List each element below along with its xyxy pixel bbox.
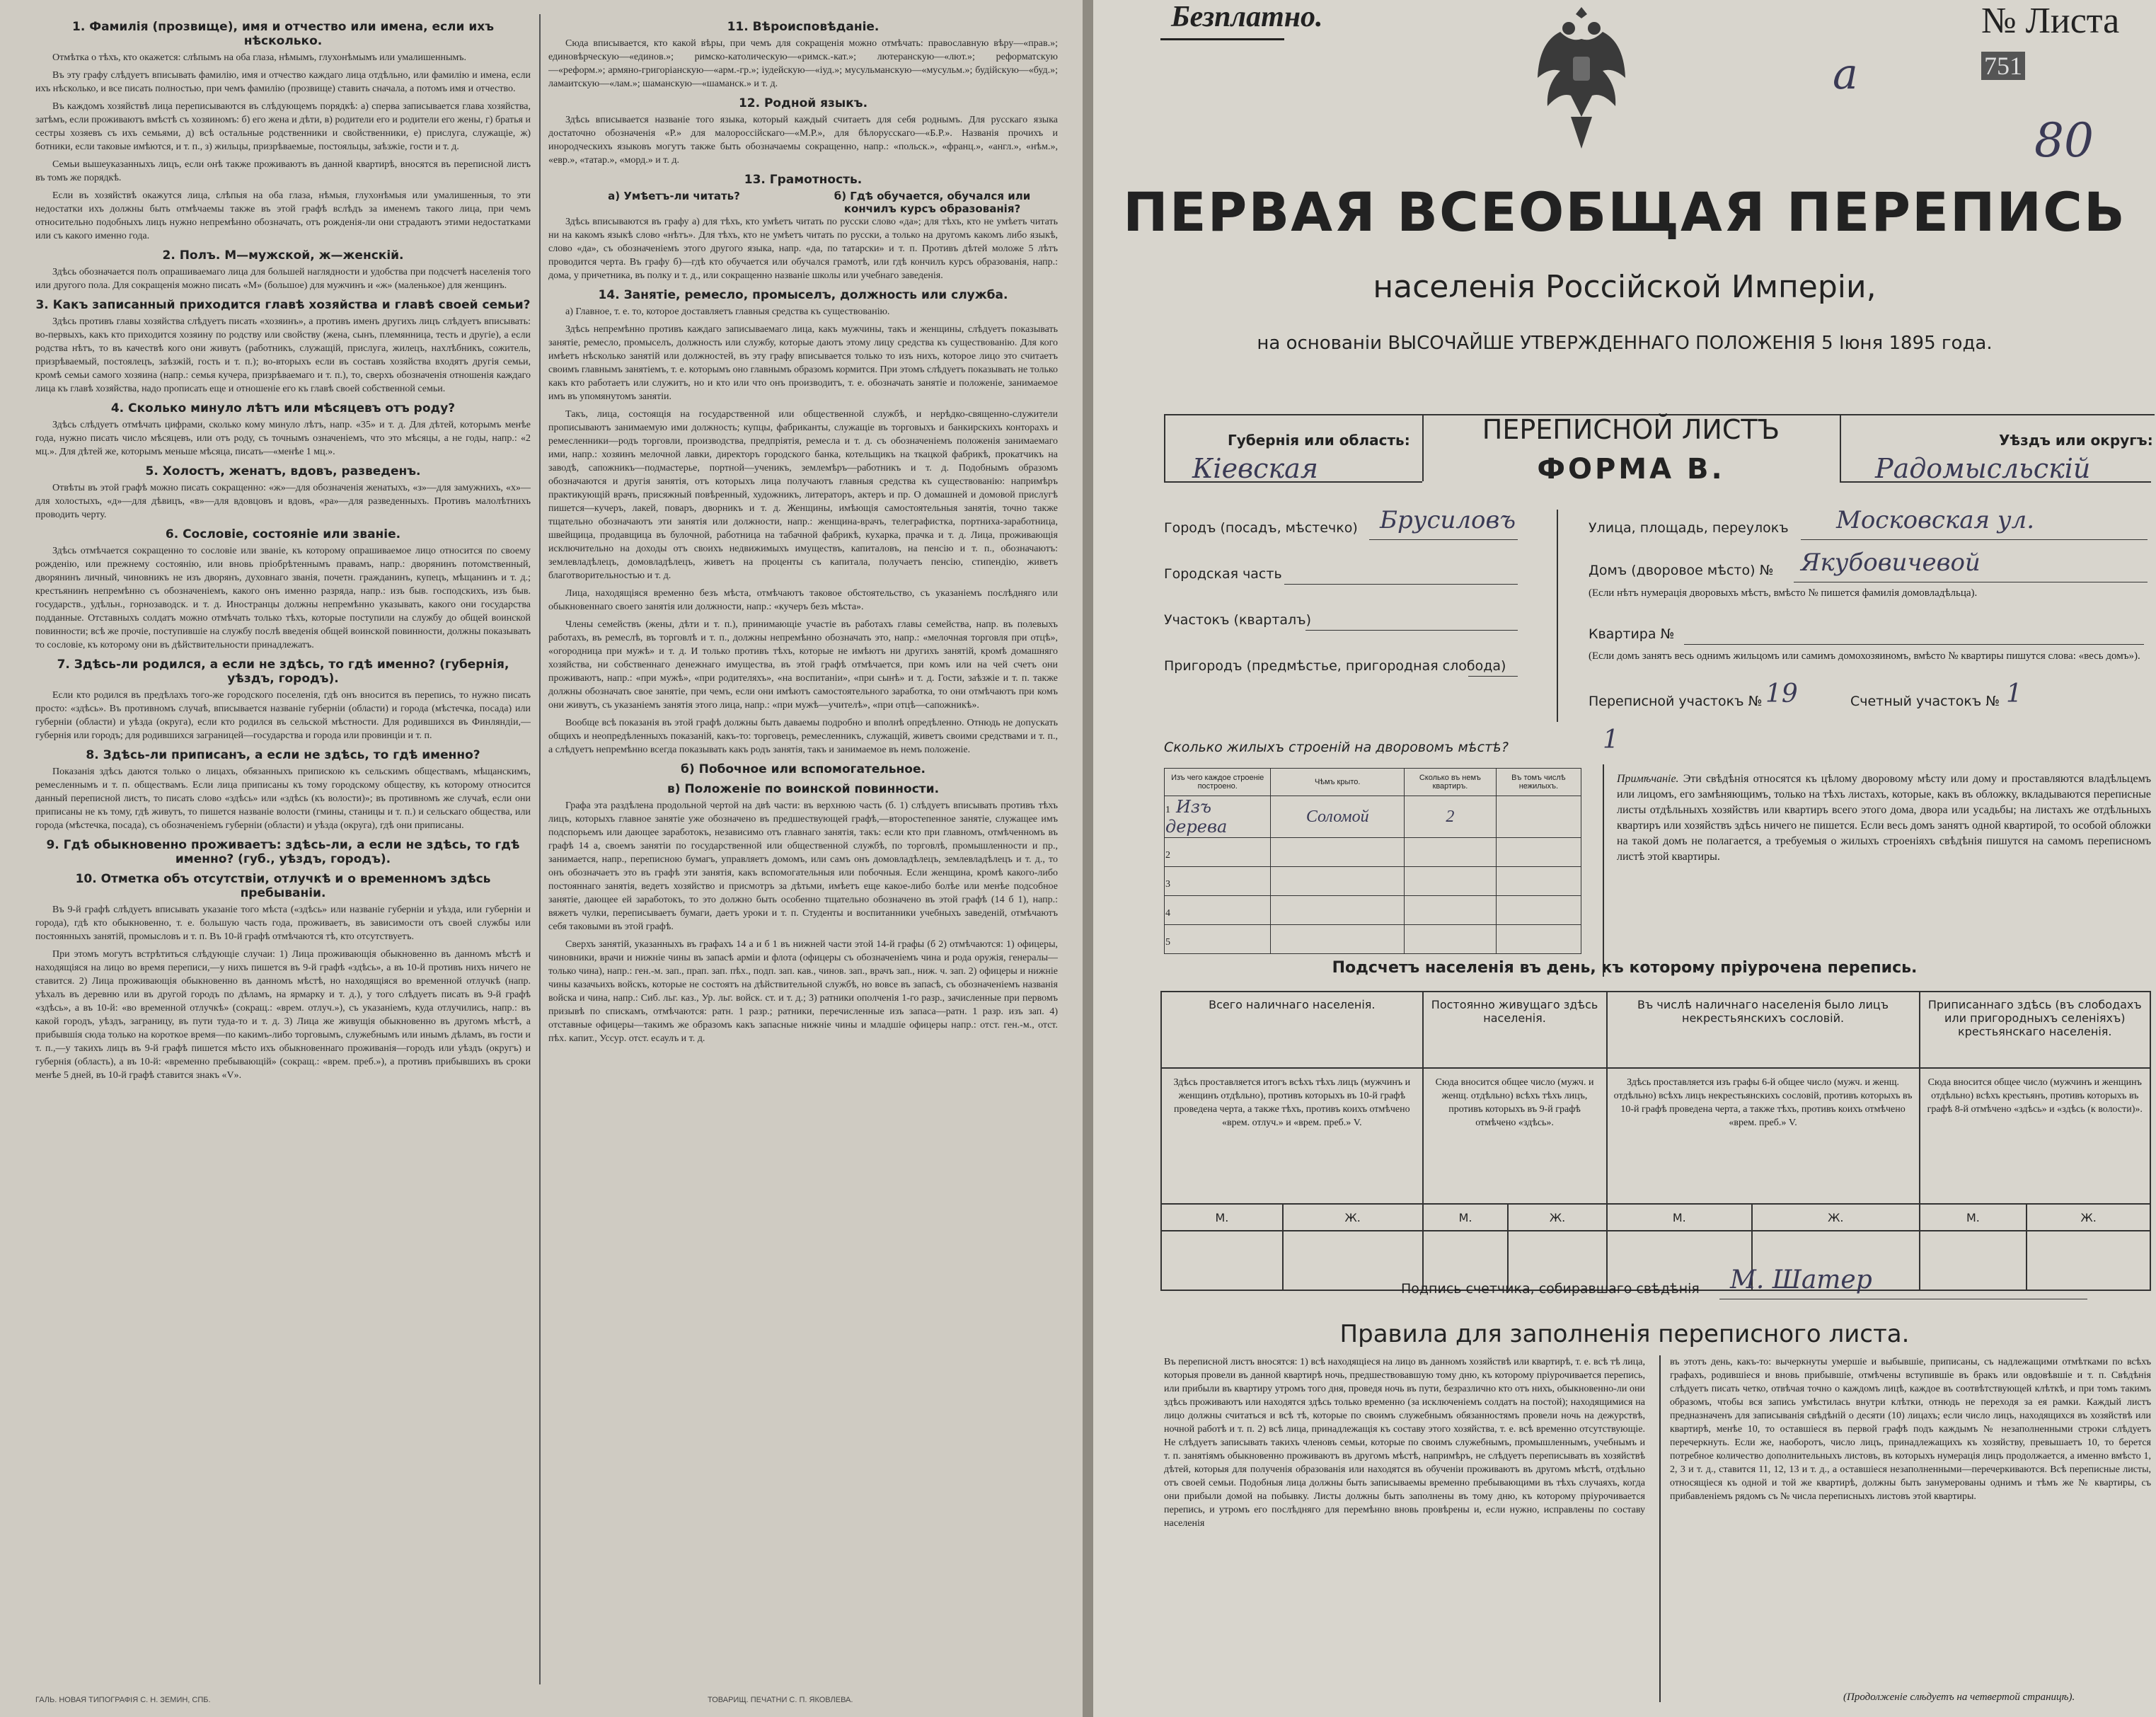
section-heading: 2. Полъ. М—мужской, ж—женскій. [162,248,404,263]
count-title: Подсчетъ населенія въ день, къ которому пріурочена перепись. [1332,959,1918,977]
count-header-present: Всего наличнаго населенія. [1161,992,1423,1068]
province-value: Кіевская [1192,453,1318,484]
count-header-resident: Постоянно живущаго здѣсь населенія. [1423,992,1607,1068]
row-number: 5 [1165,937,1170,948]
free-label: Безплатно. [1171,1,1323,33]
instructions-column-1 [35,14,531,1699]
building-row [1165,896,1581,925]
instruction-paragraph: Если въ хозяйствѣ окажутся лица, слѣпыя на оба глаза, нѣмыя, глухонѣмыя или умалишенныя, то эти недостатки ихъ должны быть отмѣчаемы также въ этой графѣ вслѣдъ за именемъ такого лица, при чемъ относительно подобныхъ лицъ нужно непремѣнно обозначать, отъ рожденія-ли они страдаютъ этими недостатками или съ какого именно года. [35,190,531,241]
count-text-present: Здѣсь проставляется итогъ всѣхъ тѣхъ лицъ (мужчинъ и женщинъ отдѣльно), противъ которыхъ въ 10-й графѣ проведена черта, а также тѣхъ, противъ коихъ отмѣчено «врем. отлуч.» и «врем. преб.» V. [1161,1068,1423,1204]
building-material-cell[interactable] [1165,925,1271,954]
bldg-header-roof: Чѣмъ крыто. [1271,769,1405,796]
section-heading: 3. Какъ записанный приходится главѣ хозяйства и главѣ своей семьи? [35,298,531,312]
rules-continuation: (Продолженіе слѣдуетъ на четвертой страницѣ). [1843,1692,2075,1703]
instruction-paragraph: Здѣсь вписывается названіе того языка, который каждый считаетъ для себя роднымъ. Для русскаго языка достаточно обозначенія «Р.» для малороссійскаго—«М.Р.», для бѣлорусскаго—«Б.Р.». Названія прочихъ и инородческихъ языковъ могутъ также быть обозначаемы сокращенно, напр.: «польск.», «франц.», «англ.», «нѣм.», «евр.», «татар.», «морд.» и т. д. [548,115,1058,166]
female-column-label: Ж. [1508,1204,1606,1231]
column-divider [539,14,541,1684]
building-material-cell[interactable] [1165,838,1271,867]
building-row [1165,796,1581,838]
row-number: 1 [1165,805,1170,815]
row-number: 4 [1165,908,1170,919]
instruction-paragraph: Семьи вышеуказанныхъ лицъ, если онѣ также проживаютъ въ данной квартирѣ, вносятся въ переписной листъ въ томъ же порядкѣ. [35,159,531,183]
province-label: Губернія или область: [1228,432,1410,449]
section-heading: 1. Фамилія (прозвище), имя и отчество или имена, если ихъ нѣсколько. [72,20,494,48]
male-column-label: М. [1423,1204,1509,1231]
instruction-paragraph: Здѣсь противъ главы хозяйства слѣдуетъ писать «хозяинъ», а противъ именъ другихъ лицъ слѣдуетъ вписывать: во-первыхъ, какъ кто приходится хозяину по родству или свойству (жена, сынъ, племянница, тесть и другіе), а если родства нѣтъ, то въ качествѣ кого они живутъ (работникъ, служащій, прислуга, жилецъ, нахлѣбникъ, сожитель, призрѣваемый, постоялецъ, заѣзжій, гость и т. п.); во-вторыхъ если въ составъ хозяйства входятъ другія семьи, кромѣ семьи самого хозяина (напр.: семья кучера, призрѣваемаго и т. п.), то, сверхъ обозначенія отношенія каждаго лица къ главѣ хозяйства, надо прописать еще и отношеніе его къ главѣ своей собственной семьи. [35,316,531,394]
instruction-paragraph: Здѣсь обозначается полъ опрашиваемаго лица для большей наглядности и удобства при подсчетѣ населенія того или другого пола. Для сокращенія можно писать «М» (большое) для мужчинъ и «ж» (маленькое) для женщинъ. [35,267,531,291]
street-label: Улица, площадь, переулокъ [1589,520,1789,536]
instruction-paragraph: Отмѣтка о тѣхъ, кто окажется: слѣпымъ на оба глаза, нѣмымъ, глухонѣмымъ или умалишеннымъ. [52,52,466,63]
bldg-header-material: Изъ чего каждое строеніе построено. [1165,769,1271,796]
section-heading: 9. Гдѣ обыкновенно проживаетъ: здѣсь-ли, а если не здѣсь, то гдѣ именно? (губ., уѣздъ, городъ). [46,838,520,866]
building-roof-cell[interactable]: Соломой [1271,796,1405,838]
count-header-nonpeasant: Въ числѣ наличнаго населенія было лицъ некрестьянскихъ сословій. [1607,992,1920,1068]
building-row [1165,867,1581,896]
instruction-paragraph: Члены семействъ (жены, дѣти и т. п.), принимающіе участіе въ работахъ главы семейства, напр. въ полевыхъ работахъ, въ ремеслѣ, въ торговлѣ и т. п., должны непремѣнно обозначать это, напр.: «мелочная торговля при отцѣ», «огородница при мужѣ» и т. д. И только противъ тѣхъ, которые не имѣютъ ни другихъ занятій, кромѣ домашняго хозяйства, ни собственнаго денежнаго имущества, въ этой графѣ отмѣчается, при комъ или на чей счетъ они проживаютъ, напр.: «при мужѣ», «при родителяхъ», «на воспитаніи», «при сынѣ» и т. д. Гости, заѣзжіе и т. п. также должны обозначать свое занятіе, при чемъ, если они имѣютъ самостоятельного заработка, то они отмѣчаютъ при комъ они живутъ, съ указаніемъ занятія этого лица, напр.: «при мужѣ—учителѣ», «при отцѣ—сапожникѣ». [548,619,1058,711]
free-underline [1160,38,1284,40]
printer-imprint-left: ГАЛЬ. НОВАЯ ТИПОГРАФІЯ С. Н. ЗЕМИН, СПБ. [35,1696,211,1704]
building-apartments-cell[interactable] [1405,867,1497,896]
instruction-paragraph: Такъ, лица, состоящія на государственной или общественной службѣ, и нерѣдко-священно-служители прописываютъ занимаемую ими должность; купцы, фабриканты, служащіе въ торговыхъ и банкирскихъ конторахъ и ремесленники—родъ торговли, производства, предпріятія, ремесла и т. д. съ обозначеніемъ положенія занимаемаго ими, напр.: хозяинъ мелочной лавки, директоръ городского банка, котельщикъ на ткацкой фабрикѣ, прокатчикъ на заводѣ, сапожникъ—подмастерье, портной—ученикъ, землемѣръ—работникъ и т. д. Подобнымъ образомъ обозначаются и другія занятія, отъ которыхъ лица получаютъ главныя средства къ существованію: напримѣръ практикующій врачъ, присяжный повѣренный, художникъ, литераторъ, актеръ и пр. О домашней и домовой прислугѣ пишется—кучеръ, лакей, поваръ, дворникъ и т. д. Женщины, имѣющія самостоятельныя занятія, точно также тщательно обозначаютъ эти занятія или должности, напр.: женщина-врачъ, телеграфистка, портниха-заработница, швейщица, продавщица въ булочной, работница на табачной фабрикѣ, кухарка, прачка и т. д. Лица, проживающія исключительно на доходы отъ своихъ недвижимыхъ имуществъ, капиталовъ, на пенсію и т. п., обозначаютъ: землевладѣлецъ, домовладѣлецъ, живетъ на проценты съ капитала, получаетъ пенсію, стипендію, живетъ благотворительностью и т. д. [548,409,1058,581]
printer-imprint-right: ТОВАРИЩ. ПЕЧАТНИ С. П. ЯКОВЛЕВА. [708,1696,853,1704]
rules-title: Правила для заполненія переписного листа. [1339,1320,1910,1348]
house-value: Якубовичевой [1801,549,1981,577]
literacy-subquestions [548,190,1058,215]
section-heading: 10. Отметка объ отсутствіи, отлучкѣ и о временномъ здѣсь пребываніи. [75,872,491,900]
buildings-note: Примѣчаніе. Эти свѣдѣнія относятся къ цѣлому дворовому мѣсту или дому и проставляются владѣльцемъ или лицомъ, его замѣняющимъ, только на тѣхъ листахъ, которые, какъ въ обложку, вкладываются переписные листы отдѣльныхъ хозяйствъ или квартиръ всего этого дома, двора или усадьбы; на листахъ же отдѣльныхъ квартиръ или хозяйствъ здѣсь ничего не пишется. Если весь домъ занятъ одной квартирой, то особой обложки на такой домъ не полагается, а требуемыя о жилыхъ строеніяхъ свѣдѣнія пишутся на самомъ переписномъ листѣ этой квартиры. [1617,773,2151,863]
building-roof-cell[interactable] [1271,896,1405,925]
section-heading: 8. Здѣсь-ли приписанъ, а если не здѣсь, то гдѣ именно? [86,748,480,762]
male-column-label: М. [1607,1204,1753,1231]
building-roof-cell[interactable] [1271,838,1405,867]
female-column-label: Ж. [1752,1204,1919,1231]
count-area-label: Счетный участокъ № [1850,694,2000,709]
street-value: Московская ул. [1836,506,2035,534]
instruction-paragraph: Отвѣты въ этой графѣ можно писать сокращенно: «ж»—для обозначенія женатыхъ, «з»—для замужнихъ, «х»—для холостыхъ, «д»—для дѣвицъ, «в»—для вдовцовъ и вдовъ, «ра»—для разведенныхъ. Противъ малолѣтнихъ проводить черту. [35,483,531,520]
instruction-paragraph: Здѣсь вписываются въ графу а) для тѣхъ, кто умѣетъ читать по русски слово «да»; для тѣхъ, кто не умѣетъ читать ни на какомъ языкѣ слово «нѣтъ». Для тѣхъ, кто не умѣетъ читать по русски, а только на другомъ какомъ либо языкѣ, слово «да», съ обозначеніемъ этого другого языка, напр. «да, по татарски» и т. п. Противъ дѣтей моложе 5 лѣтъ проводится черта. Въ графу б)—гдѣ кто обучается или обучался грамотѣ, или гдѣ кончилъ курсъ образованія, напр.: дома, у причетника, въ полку и т. д., или сокращенно названіе школы или учебнаго заведенія. [548,217,1058,281]
building-apartments-cell[interactable] [1405,896,1497,925]
enumerator-signature: М. Шатер [1730,1265,1872,1294]
instruction-paragraph: Графа эта раздѣлена продольной чертой на двѣ части: въ верхнюю часть (б. 1) слѣдуетъ вписывать противъ тѣхъ лицъ, которыхъ главное занятіе уже обозначено въ предшествующей графѣ,—второстепенное занятіе, служащее имъ подспорьемъ или дающее заработокъ, независимо отъ главнаго занятія, такъ: если кто при главномъ, отмѣченномъ въ графѣ 14 а, своемъ занятіи по государственной или общественной службѣ, по торговлѣ, промышленности и пр., занимается, напр., переписною бумагъ, управляетъ домомъ, или самъ онъ домовладѣлецъ, землевладѣлецъ и т. д., то онъ обозначаетъ это въ графѣ эти занятія, какъ вспомогательныя или побочныя. Если женщина, кромѣ какого-либо постояннаго занятія, ведетъ хозяйство и присмотръ за дѣтьми, имѣетъ еще какое-либо болѣе или менѣе подсобное занятіе, дающее ей заработокъ, то это должно быть особенно тщательно обозначено въ этой графѣ (14 б 1), напр.: вяжетъ чулки, переписываетъ бумаги, даетъ уроки и т. п. Студенты и воспитанники учебныхъ заведеній, отмѣчаютъ себя таковыми въ этой графѣ. [548,800,1058,932]
row-number: 2 [1165,850,1170,861]
female-column-label: Ж. [2027,1204,2150,1231]
building-apartments-cell[interactable] [1405,838,1497,867]
district-label: Уѣздъ или округъ: [1999,432,2153,449]
building-material-cell[interactable] [1165,896,1271,925]
rules-text-right: въ этотъ день, какъ-то: вычеркнуты умершіе и выбывшіе, приписаны, съ надлежащими отмѣтками по всѣхъ графахъ, родившіеся и вновь прибывшіе, отмѣчены вступившіе въ бракъ или овдовѣвшіе и т. п. Свѣдѣнія слѣдуетъ писать четко, отвѣчая точно о каждомъ лицѣ, каждое въ соотвѣтствующей клѣткѣ, и при томъ такимъ образомъ, чтобы вся запись умѣстилась внутри клѣтки, отнюдь не переходя за ея рамки. Каждый листъ предназначенъ для записыванія свѣдѣній о десяти (10) лицахъ; если число лицъ, находящихся въ хозяйствѣ или квартирѣ, менѣе 10, то оставшіеся въ первой графѣ подъ каждымъ № незаполненными строки слѣдуетъ перечеркнуть. Если же, наоборотъ, число лицъ, принадлежащихъ къ хозяйству, превышаетъ 10, то берется потребное количество дополнительныхъ листовъ, въ которыхъ нумерація лицъ продолжается, а именно вмѣсто 1, 2, 3 и т. д., ставится 11, 12, 13 и т. д., а оставшіеся незаполненными—перечеркиваются. Всѣ переписные листы, относящіеся къ одной и той же квартирѣ, должны быть занумерованы однимъ и тѣмъ же № квартиры, съ прибавленіемъ рядомъ съ № числа переписныхъ листовъ этой квартиры. [1670,1357,2151,1502]
signature-label: Подпись счетчика, собиравшаго свѣдѣнія [1401,1281,1700,1297]
building-nonresidential-cell[interactable] [1496,896,1581,925]
building-nonresidential-cell[interactable] [1496,925,1581,954]
apartment-note: (Если домъ занятъ весь однимъ жильцомъ или самимъ домохозяиномъ, вмѣсто № квартиры пишутся слова: «весь домъ»). [1589,650,2140,662]
building-nonresidential-cell[interactable] [1496,867,1581,896]
instruction-paragraph: Показанія здѣсь даются только о лицахъ, обязанныхъ припискою къ сельскимъ обществамъ, мѣщанскимъ, ремесленнымъ и т. п. обществамъ. Если лица приписаны къ тому городскому обществу, къ которому относится данный переписной листъ, то писать слово «здѣсь» или «здѣсь (къ волости)»; въ противномъ же случаѣ, если они приписаны не къ тому, гдѣ живутъ, то пишется названіе волости (гмины, станицы и т. п.) и сельскаго общества, или города (мѣстечка, посада), съ обозначеніемъ губерніи (области) и уѣзда (округа), гдѣ они приписаны. [35,766,531,831]
instruction-paragraph: Сюда вписывается, кто какой вѣры, при чемъ для сокращенія можно отмѣчать: православную вѣру—«прав.»; единовѣрческую—«единов.»; римско-католическую—«римск.-кат.»; лютеранскую—«лют.»; реформатскую—«реформ.»; армяно-григоріанскую—«арм.-гр.»; іудейскую—«іуд.»; мусульманскую—«мусульм.»; будійскую—«буд.»; ламаитскую—«лам.»; шаманскую—«шаманск.» и т. д. [548,38,1058,89]
census-title: ПЕРВАЯ ВСЕОБЩАЯ ПЕРЕПИСЬ [1123,180,2126,243]
section-heading: в) Положеніе по воинской повинности. [667,782,940,796]
count-header-peasant: Приписаннаго здѣсь (въ слободахъ или пригородныхъ селеніяхъ) крестьянскаго населенія. [1920,992,2150,1068]
count-cell[interactable] [2027,1231,2150,1290]
house-label: Домъ (дворовое мѣсто) № [1589,563,1774,578]
instruction-paragraph: Если кто родился въ предѣлахъ того-же городского поселенія, гдѣ онъ вносится въ перепись, то нужно писать просто: «здѣсь». Въ противномъ случаѣ, вписывается названіе губерніи (области) и города (мѣстечка, посада) или губерніи (области) и уѣзда (округа), если кто родился въ сельской мѣстности. Для родившихся въ Финляндіи,—губернія или городъ; для родившихся заграницей—государства и города или провинціи и т. п. [35,690,531,741]
building-row [1165,925,1581,954]
count-cell[interactable] [1161,1231,1283,1290]
section-heading: б) Побочное или вспомогательное. [681,762,926,776]
male-column-label: М. [1920,1204,2027,1231]
building-apartments-cell[interactable] [1405,925,1497,954]
census-area-value: 19 [1765,679,1798,708]
sheet-number-stamp: 751 [1981,52,2025,80]
book-gutter [1083,0,1093,1717]
section-heading: 11. Вѣроисповѣданіе. [727,20,880,34]
house-note: (Если нѣтъ нумерація дворовыхъ мѣстъ, вмѣсто № пишется фамилія домовладѣльца). [1589,587,1978,599]
buildings-question: Сколько жилыхъ строеній на дворовомъ мѣстѣ? [1164,740,1509,755]
district-value: Радомысльскій [1875,453,2091,484]
building-material-value: Изъ дерева [1165,797,1228,837]
count-text-resident: Сюда вносится общее число (мужч. и женщ. отдѣльно) всѣхъ тѣхъ лицъ, противъ которыхъ въ 9-й графѣ отмѣчено «здѣсь». [1423,1068,1607,1204]
building-nonresidential-cell[interactable] [1496,838,1581,867]
instruction-paragraph: Здѣсь отмѣчается сокращенно то сословіе или званіе, къ которому опрашиваемое лицо относится по своему рожденію, или прежнему состоянію, или вновь пріобрѣтеннымъ правамъ, напр.: дворянинъ потомственный, дворянинъ личный, чиновникъ не изъ дворянъ, духовнаго званія, почетн. гражданинъ, купецъ, мѣщанинъ и т. д.; крестьянинъ непремѣнно съ обозначеніемъ, какого онъ именно разряда, напр.: изъ быв. господскихъ, изъ быв. государств., удѣльн., горнозаводск. и т. д. Иностранцы должны непремѣнно указывать, какого они государства подданные. Отставныхъ солдатъ можно отмѣчать только тѣхъ, которые поступили на службу до общей воинской повинности; всѣ же прочіе, поступившіе на службу послѣ введенія общей воинской повинности, должны показывать то сословіе, къ которому они въ дѣйствительности принадлежатъ. [35,546,531,650]
count-text-peasant: Сюда вносится общее число (мужчинъ и женщинъ отдѣльно) всѣхъ крестьянъ, противъ которыхъ въ графѣ 8-й отмѣчено «здѣсь» и «здѣсь (к волости)». [1920,1068,2150,1204]
census-subtitle: населенія Россійской Имперіи, [1373,269,1877,305]
building-row [1165,838,1581,867]
bldg-header-nonresidential: Въ томъ числѣ нежилыхъ. [1496,769,1581,796]
literacy-subquestion-b: б) Гдѣ обучается, обучался или кончилъ курсъ образованія? [834,190,1031,215]
section-heading: 12. Родной языкъ. [738,96,868,110]
handwritten-number: 80 [2034,113,2094,168]
instruction-paragraph: Въ эту графу слѣдуетъ вписывать фамилію, имя и отчество каждаго лица отдѣльно, или фамилію и имена, если ихъ нѣсколько, и все писать полностью, при чемъ фамилію (прозвище) ставить сначала, а потомъ имя и отчество. [35,70,531,94]
literacy-subquestion-a: а) Умѣетъ-ли читать? [608,190,740,202]
buildings-table [1164,768,1581,954]
count-text-nonpeasant: Здѣсь проставляется изъ графы 6-й общее число (мужч. и женщ. отдѣльно) всѣхъ лицъ некрестьянскихъ сословій, противъ которыхъ въ 10-й графѣ проведена черта, а также тѣхъ, противъ коихъ отмѣчено «врем. преб.» V. [1607,1068,1920,1204]
section-heading: 4. Сколько минуло лѣтъ или мѣсяцевъ отъ роду? [110,401,456,415]
building-roof-cell[interactable] [1271,867,1405,896]
census-area-label: Переписной участокъ № [1589,694,1763,709]
section-heading: 7. Здѣсь-ли родился, а если не здѣсь, то гдѣ именно? (губернія, уѣздъ, городъ). [57,657,509,686]
row-number: 3 [1165,879,1170,890]
apartment-label: Квартира № [1589,626,1675,642]
double-headed-eagle-emblem [1532,0,1631,156]
instruction-paragraph: а) Главное, т. е. то, которое доставляетъ главныя средства къ существованію. [565,306,890,317]
instruction-paragraph: Здѣсь непремѣнно противъ каждаго записываемаго лица, какъ мужчины, такъ и женщины, слѣдуетъ показывать занятіе, ремесло, промыселъ, должность или службу, которые даютъ этому лицу средства къ существованію. Для кого имѣетъ нѣсколько занятій или должностей, въ эту графу вписывается только то изъ нихъ, которое лицо это считаетъ своимъ главнымъ занятіемъ, т. е. которымъ оно главнымъ образомъ кормится. При этомъ слѣдуетъ показывать не только какъ кто работаетъ или служитъ, но и кто или что онъ производитъ, т. е. обозначать занятіе и положеніе, занимаемое имъ въ упомянутомъ занятіи. [548,324,1058,402]
building-material-cell[interactable] [1165,796,1271,838]
legal-basis: на основаніи ВЫСОЧАЙШЕ УТВЕРЖДЕННАГО ПОЛОЖЕНІЯ 5 Іюня 1895 года. [1257,333,1993,354]
suburb-label: Пригородъ (предмѣстье, пригородная слобода) [1164,658,1506,674]
section-heading: 14. Занятіе, ремесло, промыселъ, должность или служба. [598,288,1008,302]
section-heading: 6. Сословіе, состояніе или званіе. [165,527,401,541]
instruction-paragraph: Лица, находящіяся временно безъ мѣста, отмѣчаютъ таковое обстоятельство, съ указаніемъ послѣдняго или обыкновеннаго своего занятія или должности, напр.: «кучеръ безъ мѣста». [548,588,1058,612]
female-column-label: Ж. [1283,1204,1423,1231]
form-title: ПЕРЕПИСНОЙ ЛИСТЪ [1482,414,1780,445]
building-material-cell[interactable] [1165,867,1271,896]
male-column-label: М. [1161,1204,1283,1231]
city-part-label: Городская часть [1164,566,1282,582]
instructions-column-2 [548,14,1058,1699]
instruction-paragraph: Здѣсь слѣдуетъ отмѣчать цифрами, сколько кому минуло лѣтъ, напр. «35» и т. д. Для дѣтей, которымъ менѣе года, нужно писать число мѣсяцевъ, или отъ роду, съ точнымъ означеніемъ, что это мѣсяцы, а не годы, напр.: «2 мц.». Для дѣтей же, которымъ меньше мѣсяца, писать—«менѣе 1 мц.». [35,420,531,457]
bldg-header-apartments: Сколько въ немъ квартиръ. [1405,769,1497,796]
city-value: Брусиловъ [1380,506,1516,534]
section-heading: 5. Холостъ, женатъ, вдовъ, разведенъ. [145,464,421,478]
instruction-paragraph: Вообще всѣ показанія въ этой графѣ должны быть даваемы подробно и вполнѣ опредѣленно. Отнюдь не допускать общихъ и неопредѣленныхъ показаній, какъ-то: торговецъ, ремесленникъ, служащій, живетъ своими средствами и т. п., а слѣдуетъ непремѣнно всегда показывать какъ родъ занятія, такъ и занимаемое въ немъ положеніе. [548,718,1058,755]
count-area-value: 1 [2006,679,2022,708]
rules-text-left: Въ переписной листъ вносятся: 1) всѣ находящіеся на лицо въ данномъ хозяйствѣ или квартирѣ, т. е. всѣ тѣ лица, которыя провели въ данной квартирѣ ночь, предшествовавшую тому дню, къ которому пріурочивается перепись, или прибыли въ квартиру утромъ того дня, проведя ночь въ пути, безразлично кто отъ нихъ, обыкновенно-ли они здѣсь проживаютъ или находятся здѣсь только временно (за исключеніемъ солдатъ на постой); находящимися на лицо должны считаться и всѣ тѣ, которые по своимъ служебнымъ обязанностямъ провели ночь на дежурствѣ, ночной работѣ и т. п. 2) всѣ лица, принадлежащія къ составу этого хозяйства, т. е. всѣ временно отсутствующіе. Не слѣдуетъ записывать такихъ членовъ семьи, которые по своимъ служебнымъ, промышленнымъ, учебнымъ и т. п. занятіямъ обыкновенно проживаютъ въ другомъ мѣстѣ, напримѣръ, не слѣдуетъ переписывать въ хозяйствѣ дѣтей, которыя для полученія образованія или находятся въ обученіи проживаютъ въ другомъ мѣстѣ, отдѣльно отъ своей семьи. Подобныя лица должны быть записываемы временно пребывающими въ тѣхъ случаяхъ, когда они прибыли домой на побывку. Листы должны быть заполнены въ тому дню, къ которому пріурочивается перепись, и утромъ его послѣдняго для перемѣнно вновь провѣрены и, если нужно, исправлены по составу населенія [1164,1357,1645,1529]
buildings-answer: 1 [1603,725,1619,754]
form-letter: ФОРМА В. [1537,453,1725,486]
section-heading: 13. Грамотность. [744,173,863,187]
instruction-paragraph: При этомъ могутъ встрѣтиться слѣдующіе случаи: 1) Лица проживающія обыкновенно въ данномъ мѣстѣ и находящіяся на лицо во время переписи,—у нихъ пишется въ 9-й графѣ «здѣсь», а въ 10-й противъ нихъ ничего не ставится. 2) Лица проживающія обыкновенно въ данномъ мѣстѣ, но находящіяся во временной отлучкѣ (напр. уѣхалъ въ деревню или въ другой городъ по дѣламъ, на ярмарку и т. д.), у того слѣдуетъ писать въ 9-й графѣ «здѣсь», а въ 10-й: «во временной отлучкѣ» (сокращ.: «врем. отлуч.»), съ указаніемъ, куда отлучились, напр.: въ какой городъ, уѣздъ, заграницу, въ пути туда-то и т. д. 3) Лица же живущія обыкновенно въ другомъ мѣстѣ, а прибывшія сюда только на короткое время—по какимъ-либо торговымъ, служебнымъ или инымъ дѣламъ, въ гости и т. п.,—у такихъ лицъ въ 9-й графѣ пишется мѣсто ихъ обыкновеннаго проживанія—городъ или уѣздъ (округъ) и губернія (область), а въ 10-й: «временно пребывающій» (сокращ.: «врем. преб.»), а противъ прибывшихъ въ сроки менѣе 5 дней, въ 10-й графѣ ставится знакъ «V». [35,949,531,1081]
handwritten-letter: а [1833,50,1858,99]
precinct-label: Участокъ (кварталъ) [1164,612,1312,628]
building-roof-cell[interactable] [1271,925,1405,954]
instruction-paragraph: Въ каждомъ хозяйствѣ лица переписываются въ слѣдующемъ порядкѣ: а) сперва записывается глава хозяйства, затѣмъ, если проживаютъ вмѣстѣ съ хозяиномъ: б) его жена и дѣти, в) родители его и родители его жены, г) братья и сестры хозяевъ съ ихъ семьями, д) всѣ остальные родственники и свойственники, е) прислуга, служащіе, ж) ботники, если таковые имѣются, и т. п., з) жильцы, призрѣваемые, постояльцы, заѣзжіе, гости и т. д. [35,101,531,152]
population-count-table [1160,991,2151,1291]
city-label: Городъ (посадъ, мѣстечко) [1164,520,1358,536]
instruction-paragraph: Въ 9-й графѣ слѣдуетъ вписывать указаніе того мѣста («здѣсь» или названіе губерніи и уѣзда, или губерніи и города), гдѣ кто обыкновенно, т. е. большую часть года, проживаетъ, въ зависимости отъ своей службы или постоянныхъ занятій, промысловъ и т. п. Въ 10-й графѣ отмѣчаются тѣ, кто отсутствуетъ. [35,905,531,942]
building-nonresidential-cell[interactable] [1496,796,1581,838]
building-apartments-cell[interactable]: 2 [1405,796,1497,838]
sheet-number-label: № Листа 751 [1981,1,2120,80]
right-page-census-form [1093,0,2156,1717]
count-cell[interactable] [1920,1231,2027,1290]
instruction-paragraph: Сверхъ занятій, указанныхъ въ графахъ 14 а и б 1 въ нижней части этой 14-й графы (б 2) отмѣчаются: 1) офицеры, чиновники, врачи и нижніе чины въ запасѣ арміи и флота (офицеры съ обозначеніемъ чина и рода оружія, генералы—только чина), напр.: ген.-м. зап., прап. зап. пѣх., подп. зап. кав., чинов. зап., врачъ зап., ниж. ч. зап. 2) офицеры и нижніе чины казачьихъ войскъ, которые не состоятъ на дѣйствительной службѣ, но вовсе въ запасѣ, съ обозначеніемъ названія войска и чина, напр.: Сиб. льг. каз., Ур. льг. войск. ст. и т. д.; 3) ратники ополченія 1-го разр., зачисленные при первомъ призывѣ по спискамъ, отмѣчаются: ратн. 1 разр.; ратники, перечисленные изъ запаса—ратн. 1 разр. изъ зап. 4) отставные офицеры—такимъ же образомъ какъ запасные нижніе чины и младшіе офицеры напр.: отст. ген.-м., отст. пѣх. капит., Уссур. отст. есаулъ и т. д. [548,939,1058,1044]
